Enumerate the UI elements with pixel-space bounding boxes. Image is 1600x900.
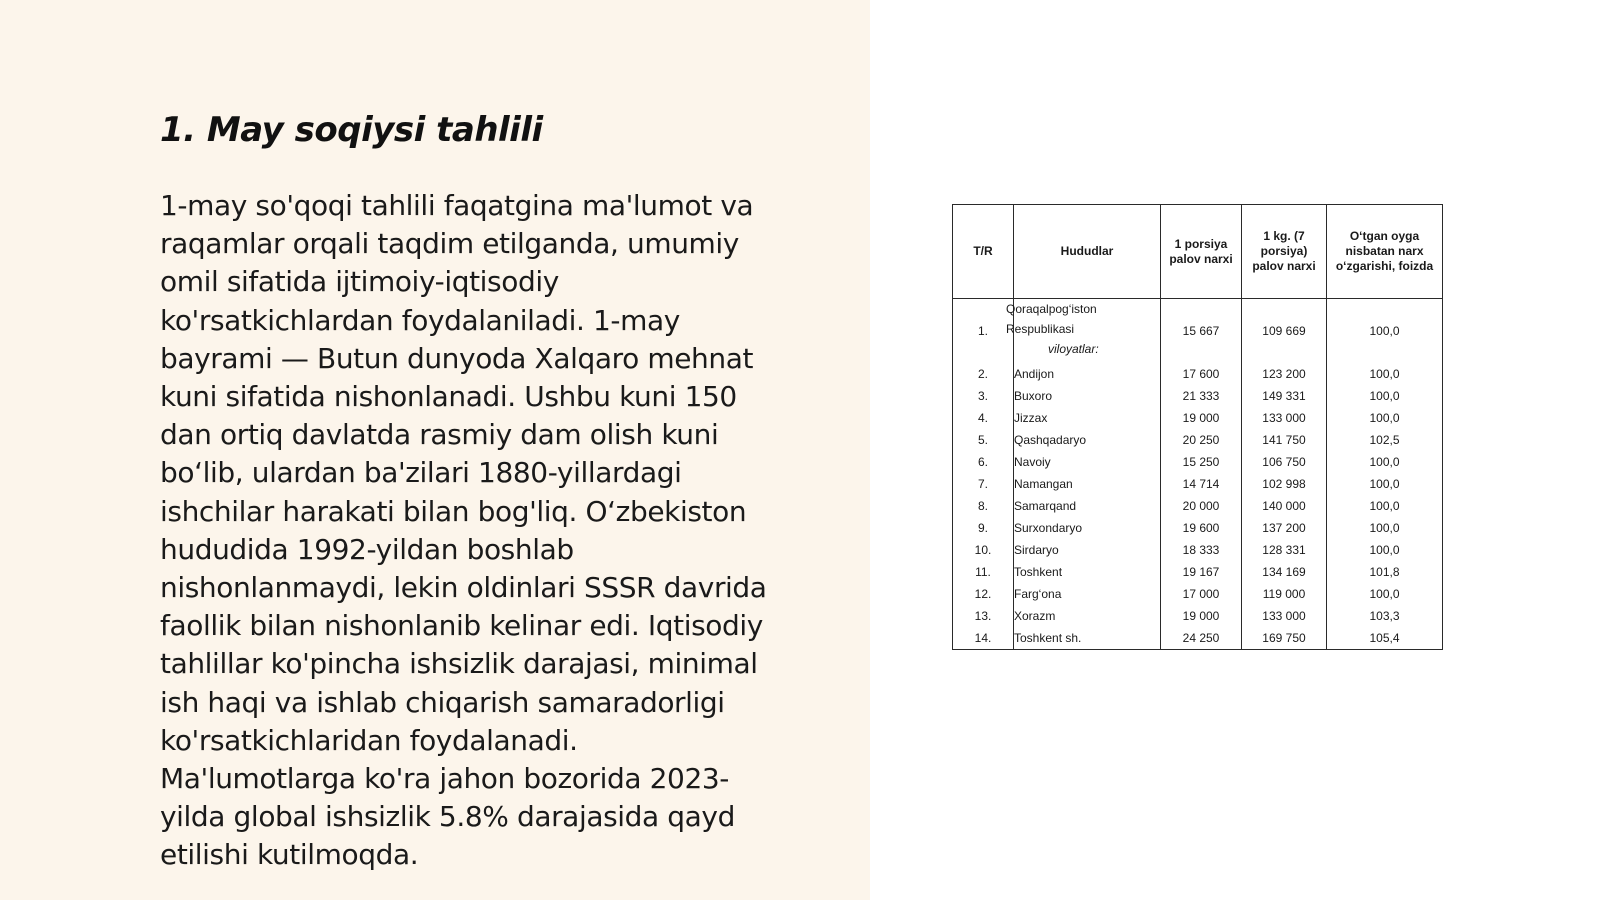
paragraph-line: tahlillar ko'pincha ishsizlik darajasi, minimal: [160, 647, 758, 681]
row-region: Xorazm: [1014, 605, 1161, 627]
row-kg-price: 119 000: [1242, 583, 1327, 605]
paragraph-line: etilishi kutilmoqda.: [160, 838, 419, 872]
row-change: 100,0: [1327, 299, 1443, 364]
row-portion-price: 17 000: [1161, 583, 1242, 605]
paragraph-line: dan ortiq davlatda rasmiy dam olish kuni: [160, 418, 719, 452]
region-line: Qoraqalpog‘iston: [1006, 302, 1097, 316]
row-kg-price: 109 669: [1242, 299, 1327, 364]
row-kg-price: 140 000: [1242, 495, 1327, 517]
paragraph-line: nishonlanmaydi, lekin oldinlari SSSR davrida: [160, 571, 767, 605]
row-kg-price: 128 331: [1242, 539, 1327, 561]
row-kg-price: 123 200: [1242, 363, 1327, 385]
row-region: Andijon: [1014, 363, 1161, 385]
row-num: 6.: [953, 451, 1014, 473]
table-row: [953, 407, 1443, 429]
row-region: Sirdaryo: [1014, 539, 1161, 561]
row-num: 2.: [953, 363, 1014, 385]
paragraph-line: raqamlar orqali taqdim etilganda, umumiy: [160, 227, 739, 261]
row-portion-price: 20 250: [1161, 429, 1242, 451]
paragraph-line: yilda global ishsizlik 5.8% darajasida qayd: [160, 800, 735, 834]
paragraph-line: ish haqi va ishlab chiqarish samaradorligi: [160, 685, 725, 719]
paragraph-line: hududida 1992-yildan boshlab: [160, 532, 574, 566]
row-kg-price: 137 200: [1242, 517, 1327, 539]
row-change: 100,0: [1327, 473, 1443, 495]
table-row: [953, 561, 1443, 583]
row-change: 100,0: [1327, 517, 1443, 539]
table-row: [953, 583, 1443, 605]
row-region: [1006, 299, 1161, 364]
row-kg-price: 141 750: [1242, 429, 1327, 451]
paragraph-line: kuni sifatida nishonlanadi. Ushbu kuni 150: [160, 380, 737, 414]
row-portion-price: 19 167: [1161, 561, 1242, 583]
paragraph-line: ishchilar harakati bilan bog'liq. O‘zbekiston: [160, 494, 747, 528]
row-num: 13.: [953, 605, 1014, 627]
row-region: Samarqand: [1014, 495, 1161, 517]
row-portion-price: 19 000: [1161, 407, 1242, 429]
table-row: [953, 627, 1443, 650]
row-change: 100,0: [1327, 451, 1443, 473]
paragraph-line: omil sifatida ijtimoiy-iqtisodiy: [160, 265, 559, 299]
row-kg-price: 169 750: [1242, 627, 1327, 650]
row-portion-price: 17 600: [1161, 363, 1242, 385]
table-header-row: [953, 205, 1443, 299]
header-portion-price: 1 porsiya palov narxi: [1161, 205, 1242, 299]
paragraph-line: 1-may so'qoqi tahlili faqatgina ma'lumot va: [160, 189, 754, 222]
row-portion-price: 24 250: [1161, 627, 1242, 650]
row-change: 105,4: [1327, 627, 1443, 650]
row-change: 101,8: [1327, 561, 1443, 583]
row-num: 14.: [953, 627, 1014, 650]
row-num: 5.: [953, 429, 1014, 451]
row-num: 10.: [953, 539, 1014, 561]
row-portion-price: 19 000: [1161, 605, 1242, 627]
paragraph-line: bayrami — Butun dunyoda Xalqaro mehnat: [160, 341, 754, 375]
table-row: [953, 605, 1443, 627]
row-kg-price: 106 750: [1242, 451, 1327, 473]
viloyatlar-sublabel: viloyatlar:: [1048, 342, 1099, 356]
row-region: Farg‘ona: [1014, 583, 1161, 605]
row-region: Jizzax: [1014, 407, 1161, 429]
table-row: [953, 429, 1443, 451]
row-num: 12.: [953, 583, 1014, 605]
row-num: 8.: [953, 495, 1014, 517]
paragraph-line: ko'rsatkichlaridan foydalanadi.: [160, 723, 578, 757]
palov-price-table-image: [952, 204, 1442, 645]
row-kg-price: 134 169: [1242, 561, 1327, 583]
row-region: Surxondaryo: [1014, 517, 1161, 539]
table-row: [953, 495, 1443, 517]
row-region: Namangan: [1014, 473, 1161, 495]
row-region: Qashqadaryo: [1014, 429, 1161, 451]
row-num: 11.: [953, 561, 1014, 583]
header-change: O‘tgan oyga nisbatan narx o‘zgarishi, foizda: [1327, 205, 1443, 299]
row-region: Buxoro: [1014, 385, 1161, 407]
row-portion-price: 14 714: [1161, 473, 1242, 495]
row-change: 103,3: [1327, 605, 1443, 627]
row-region: Toshkent sh.: [1014, 627, 1161, 650]
body-paragraph: [160, 187, 840, 875]
slide-title: 1. May soqiysi tahlili: [160, 110, 543, 150]
palov-price-table: [952, 204, 1443, 650]
row-change: 102,5: [1327, 429, 1443, 451]
row-change: 100,0: [1327, 495, 1443, 517]
table-row: [953, 451, 1443, 473]
row-num: 9.: [953, 517, 1014, 539]
row-num: 1.: [953, 299, 1014, 364]
row-change: 100,0: [1327, 583, 1443, 605]
paragraph-line: Ma'lumotlarga ko'ra jahon bozorida 2023-: [160, 762, 730, 796]
table-row: [953, 473, 1443, 495]
paragraph-line: ko'rsatkichlardan foydalaniladi. 1-may: [160, 303, 680, 337]
row-change: 100,0: [1327, 385, 1443, 407]
header-region: Hududlar: [1014, 205, 1161, 299]
row-kg-price: 149 331: [1242, 385, 1327, 407]
row-num: 3.: [953, 385, 1014, 407]
region-line: Respublikasi: [1006, 322, 1075, 336]
row-kg-price: 133 000: [1242, 605, 1327, 627]
row-kg-price: 102 998: [1242, 473, 1327, 495]
header-num: T/R: [953, 205, 1014, 299]
row-portion-price: 20 000: [1161, 495, 1242, 517]
row-change: 100,0: [1327, 539, 1443, 561]
table-row: [953, 517, 1443, 539]
table-row: [953, 299, 1443, 364]
row-change: 100,0: [1327, 363, 1443, 385]
row-portion-price: 18 333: [1161, 539, 1242, 561]
row-kg-price: 133 000: [1242, 407, 1327, 429]
header-kg-price: 1 kg. (7 porsiya) palov narxi: [1242, 205, 1327, 299]
row-portion-price: 15 667: [1161, 299, 1242, 364]
table-row: [953, 363, 1443, 385]
row-region: Navoiy: [1014, 451, 1161, 473]
row-portion-price: 19 600: [1161, 517, 1242, 539]
row-change: 100,0: [1327, 407, 1443, 429]
row-portion-price: 15 250: [1161, 451, 1242, 473]
table-row: [953, 539, 1443, 561]
row-portion-price: 21 333: [1161, 385, 1242, 407]
row-num: 7.: [953, 473, 1014, 495]
paragraph-line: bo‘lib, ulardan ba'zilari 1880-yillardagi: [160, 456, 682, 490]
table-row: [953, 385, 1443, 407]
row-num: 4.: [953, 407, 1014, 429]
row-region: Toshkent: [1014, 561, 1161, 583]
paragraph-line: faollik bilan nishonlanib kelinar edi. Iqtisodiy: [160, 609, 763, 643]
